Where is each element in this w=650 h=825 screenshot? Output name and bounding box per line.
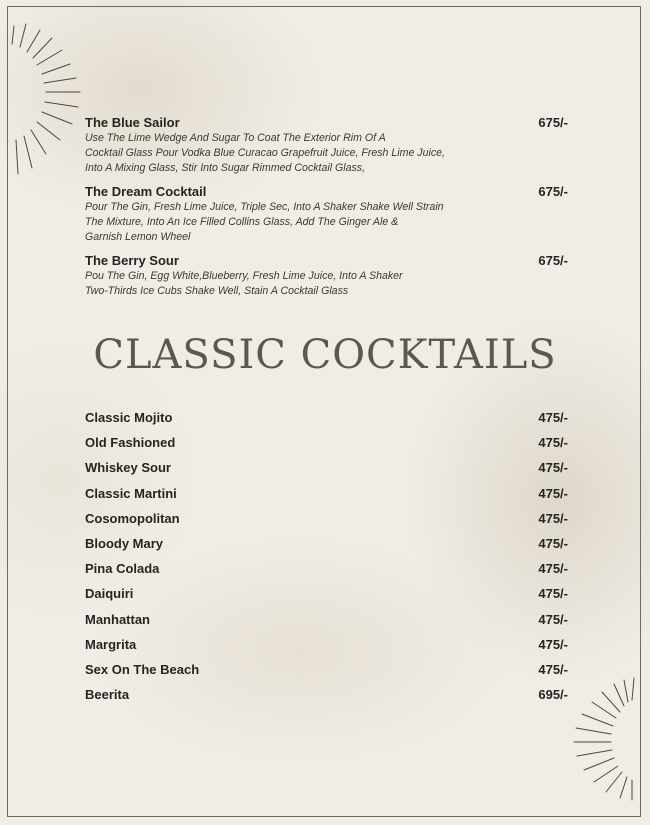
list-item <box>85 536 570 561</box>
item-name: Classic Mojito <box>85 410 173 425</box>
list-item <box>85 687 570 712</box>
list-item <box>85 612 570 637</box>
item-price: 475/- <box>538 460 568 476</box>
item-price: 475/- <box>538 611 568 627</box>
item-price: 475/- <box>538 636 568 652</box>
description-line: The Mixture, Into An Ice Filled Collins Glass, Add The Ginger Ale & <box>85 216 399 228</box>
description-line: Pour The Gin, Fresh Lime Juice, Triple Sec, Into A Shaker Shake Well Strain <box>85 201 444 213</box>
item-name: Sex On The Beach <box>85 661 200 677</box>
item-name: Beerita <box>85 687 130 703</box>
list-item <box>85 511 570 536</box>
list-item <box>85 637 570 662</box>
list-item <box>85 410 570 435</box>
item-name: Cosomopolitan <box>85 510 180 526</box>
list-item <box>85 561 570 586</box>
sunburst-icon-bottom-right <box>568 674 640 804</box>
description-line: Use The Lime Wedge And Sugar To Coat The Exterior Rim Of A <box>85 132 386 144</box>
description-line: Two-Thirds Ice Cubs Shake Well, Stain A Cocktail Glass <box>85 285 349 297</box>
item-name: The Dream Cocktail <box>85 184 207 199</box>
item-name: Whiskey Sour <box>85 460 171 476</box>
menu-item-the-dream-cocktail <box>85 184 570 245</box>
item-price: 475/- <box>538 485 568 501</box>
item-price: 475/- <box>538 435 568 451</box>
item-price: 675/- <box>538 184 568 199</box>
item-price: 675/- <box>538 115 568 130</box>
description-line: Into A Mixing Glass, Stir Into Sugar Rimmed Cocktail Glass, <box>85 162 366 174</box>
list-item <box>85 586 570 611</box>
menu-item-the-blue-sailor <box>85 115 570 176</box>
section-title: CLASSIC COCKTAILS <box>93 332 557 378</box>
item-price: 675/- <box>538 253 568 268</box>
item-description <box>85 131 570 176</box>
list-item <box>85 460 570 485</box>
description-line: Garnish Lemon Wheel <box>85 231 191 243</box>
classic-cocktails-list <box>85 410 570 712</box>
list-item <box>85 662 570 687</box>
item-name: Bloody Mary <box>85 535 164 551</box>
item-price: 475/- <box>538 561 568 577</box>
list-item <box>85 435 570 460</box>
item-description <box>85 200 570 245</box>
item-name: Classic Martini <box>85 485 177 501</box>
list-item <box>85 486 570 511</box>
item-price: 475/- <box>538 586 568 602</box>
item-price: 475/- <box>538 661 568 677</box>
item-price: 475/- <box>538 535 568 551</box>
menu-item-the-berry-sour <box>85 253 570 299</box>
item-name: The Blue Sailor <box>85 115 180 130</box>
item-price: 475/- <box>538 510 568 526</box>
description-line: Pou The Gin, Egg White,Blueberry, Fresh Lime Juice, Into A Shaker <box>85 270 403 282</box>
item-description <box>85 269 570 299</box>
item-name: Margrita <box>85 636 137 652</box>
item-name: Manhattan <box>85 611 150 627</box>
item-name: Old Fashioned <box>85 435 176 451</box>
item-name: The Berry Sour <box>85 253 179 268</box>
item-name: Daiquiri <box>85 586 134 602</box>
item-price: 475/- <box>538 410 568 425</box>
item-price: 695/- <box>538 687 568 703</box>
item-name: Pina Colada <box>85 561 160 577</box>
description-line: Cocktail Glass Pour Vodka Blue Curacao Grapefruit Juice, Fresh Lime Juice, <box>85 147 445 159</box>
